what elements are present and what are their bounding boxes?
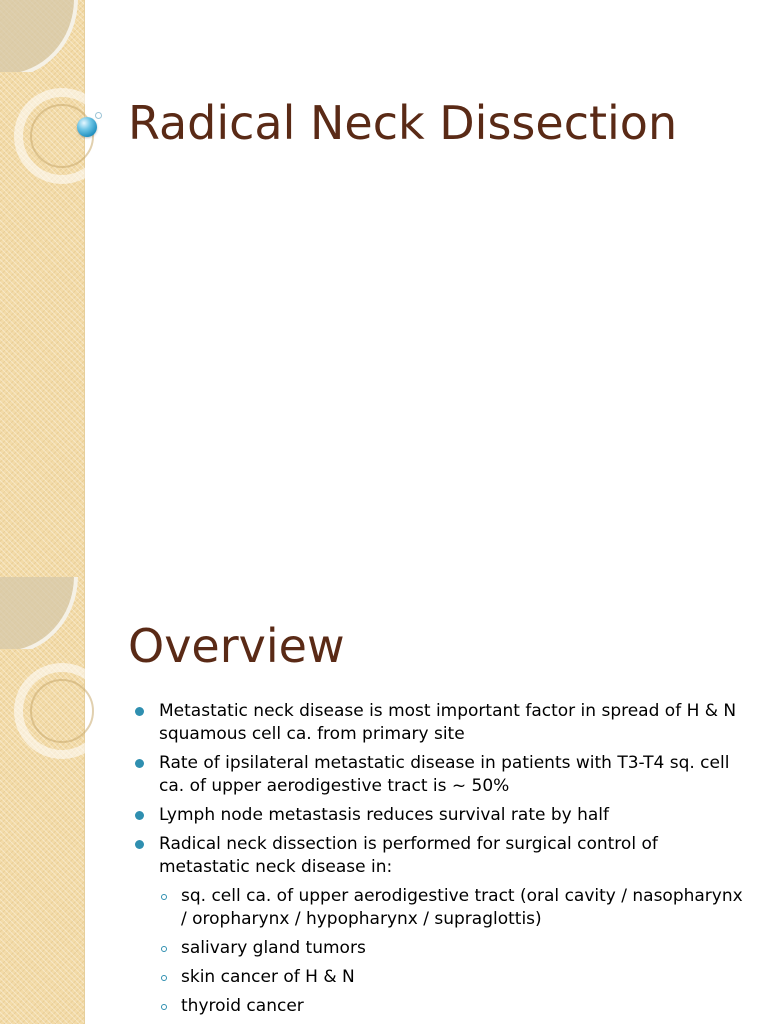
sub-list-item [159,885,753,931]
sub-list-item [159,995,753,1018]
sub-list-item [159,966,753,989]
hollow-ring-icon [161,946,167,952]
overview-slide [0,577,768,1024]
slide-title: Radical Neck Dissection [128,96,678,150]
slide-title: Overview [128,619,345,673]
sub-list-item-text: thyroid cancer [181,996,304,1016]
hollow-ring-icon [161,1004,167,1010]
decorative-corner-arc [0,577,84,649]
hollow-ring-icon [161,975,167,981]
list-item-text: Rate of ipsilateral metastatic disease in patients with T3-T4 sq. cell ca. of upper aerodigestive tract is ~ 50% [159,753,730,796]
list-item [133,804,753,827]
sub-list-item-text: skin cancer of H & N [181,967,355,987]
sub-list-item-text: sq. cell ca. of upper aerodigestive tract (oral cavity / nasopharynx / oropharynx / hypopharynx / supraglottis) [181,886,743,929]
list-item [133,833,753,1018]
hollow-ring-icon [161,894,167,900]
list-item [133,700,753,746]
list-item [133,752,753,798]
filled-dot-icon [135,840,144,849]
small-ring-icon [95,112,102,119]
list-item-text: Radical neck dissection is performed for surgical control of metastatic neck disease in: [159,834,658,877]
sub-list-item-text: salivary gland tumors [181,938,366,958]
decorative-side-band [0,0,85,577]
list-item-text: Metastatic neck disease is most important factor in spread of H & N squamous cell ca. from primary site [159,701,737,744]
filled-dot-icon [135,707,144,716]
decorative-corner-arc [0,0,84,72]
decorative-side-band [0,577,85,1024]
bullet-list [133,700,753,1024]
filled-dot-icon [135,759,144,768]
decorative-inner-ring [30,679,94,743]
filled-dot-icon [135,811,144,820]
sub-bullet-list [159,885,753,1018]
sub-list-item [159,937,753,960]
blue-orb-icon [77,117,97,137]
list-item-text: Lymph node metastasis reduces survival rate by half [159,805,610,825]
